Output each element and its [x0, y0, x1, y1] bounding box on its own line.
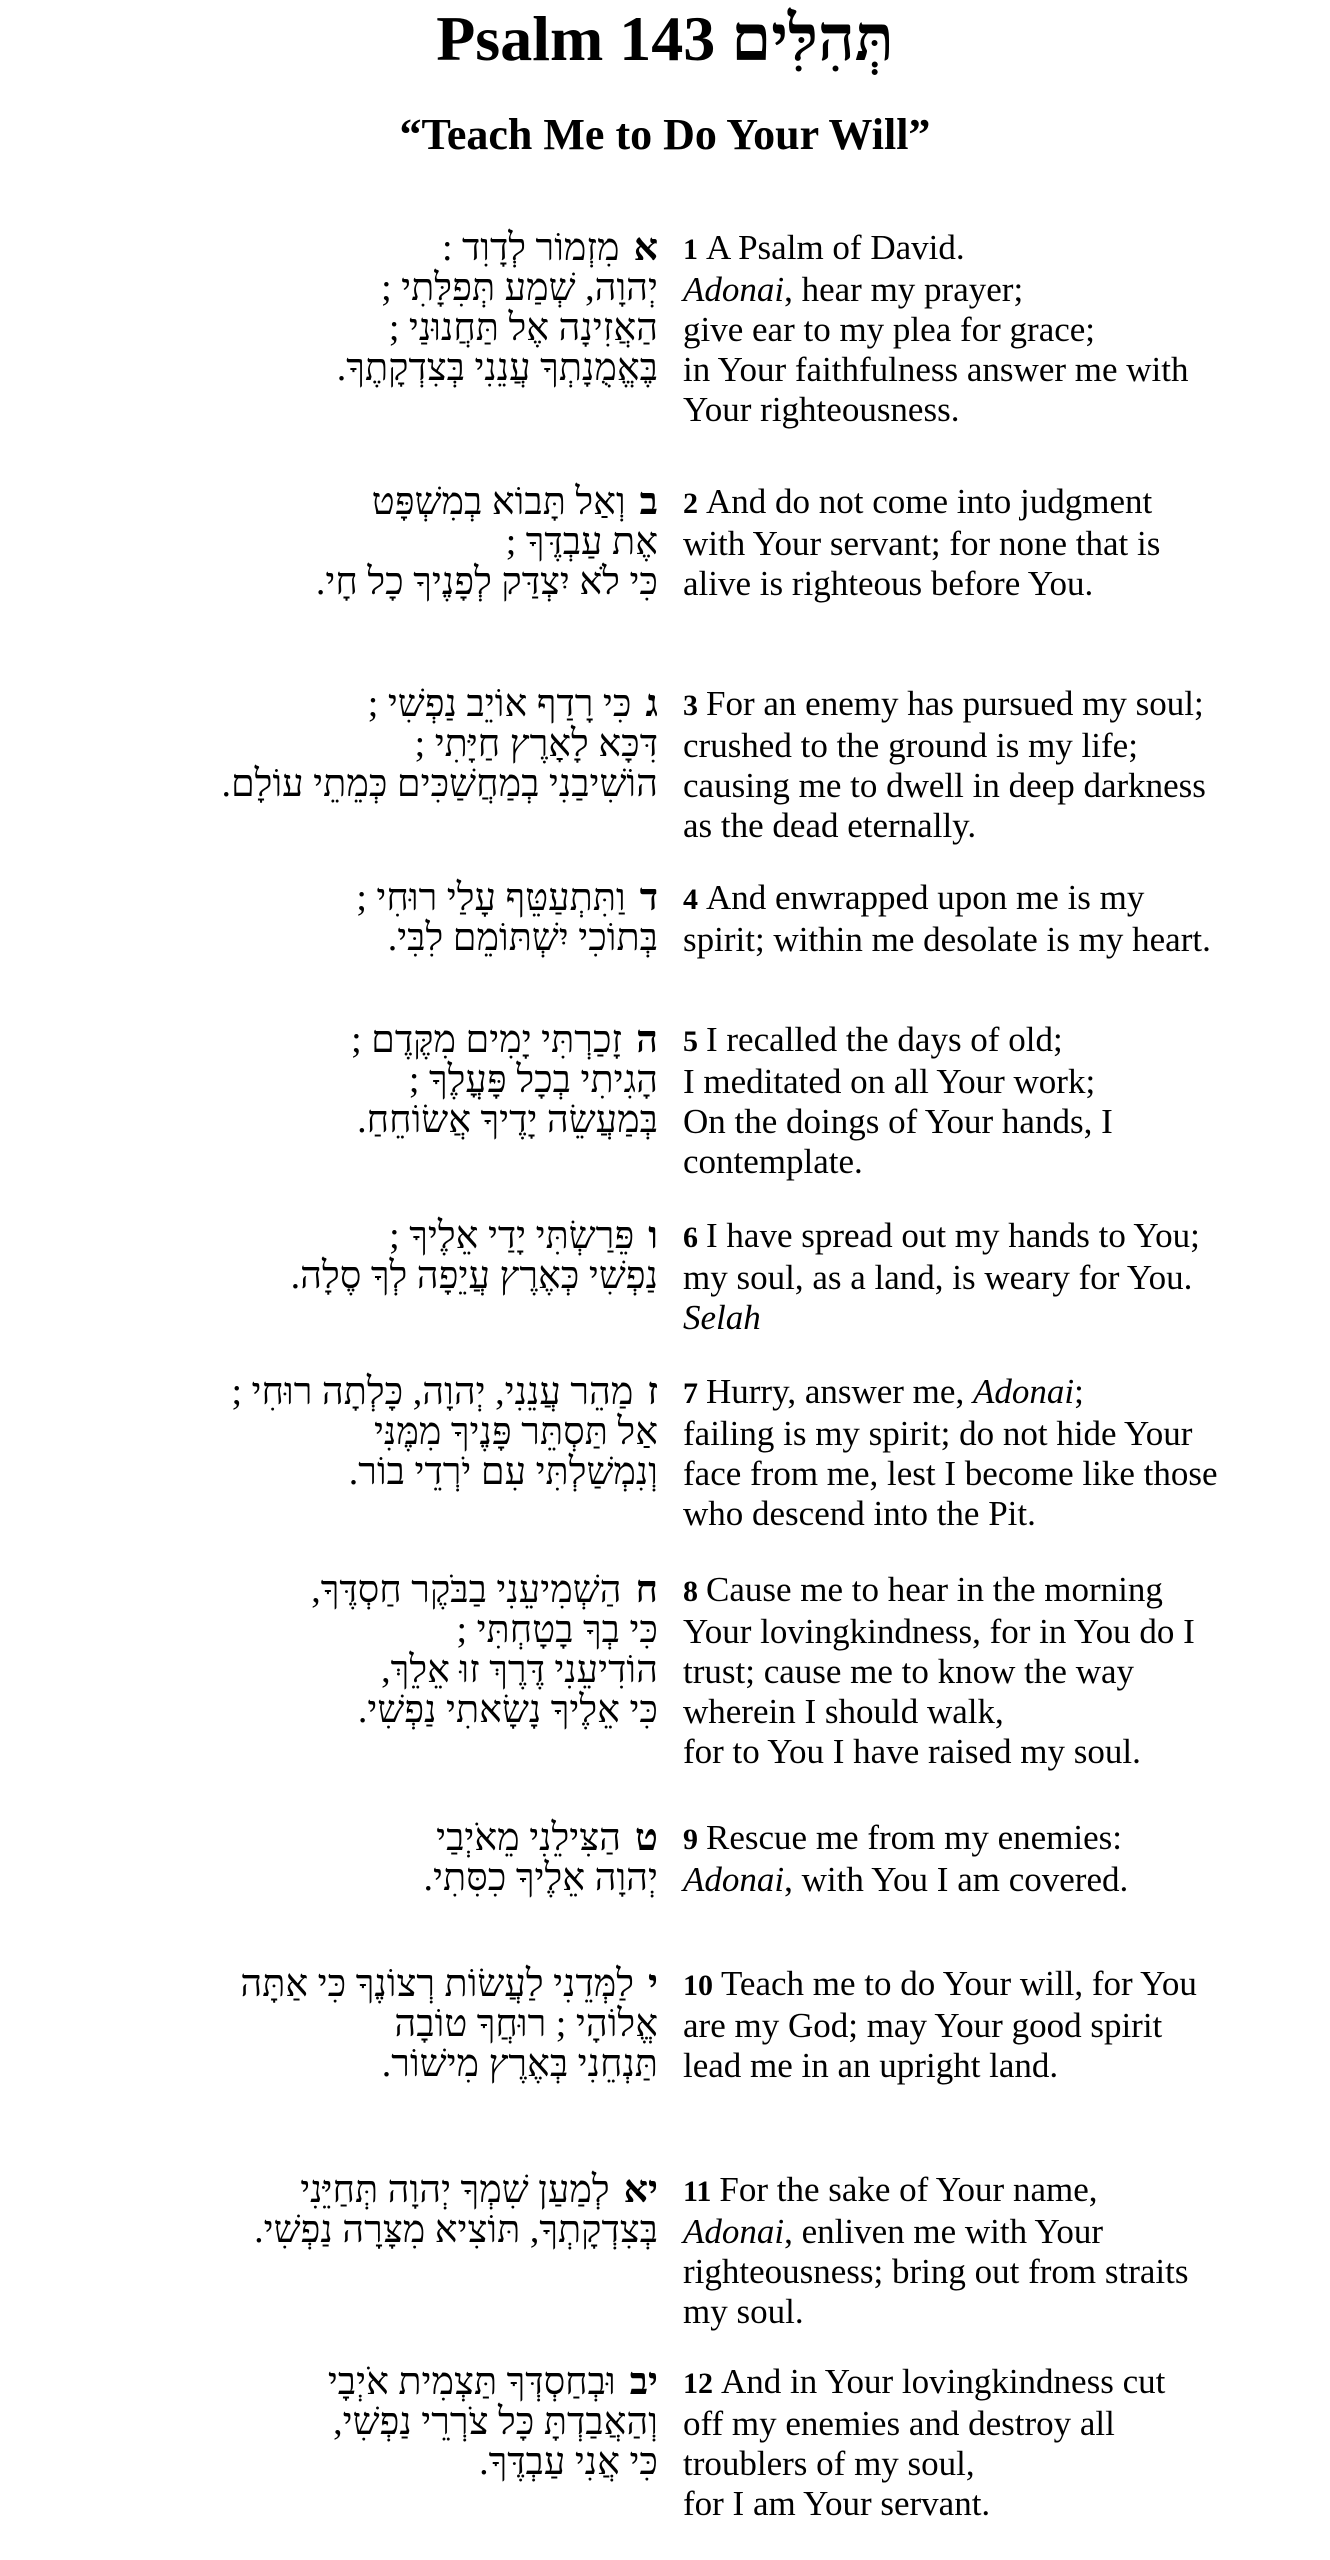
english-text: troublers of my soul, — [683, 2444, 975, 2483]
english-line — [683, 766, 1323, 806]
english-verse — [683, 1020, 1323, 1182]
english-line — [683, 1102, 1323, 1142]
hebrew-line — [18, 1020, 658, 1060]
hebrew-line — [18, 348, 658, 388]
verse-number: 12 — [683, 2367, 713, 2400]
verse-number: 11 — [683, 2175, 712, 2208]
english-line — [683, 1818, 1323, 1860]
english-text: For an enemy has pursued my soul; — [706, 684, 1204, 723]
english-line — [683, 1062, 1323, 1102]
english-line — [683, 1570, 1323, 1612]
english-text: I meditated on all Your work; — [683, 1062, 1096, 1101]
hebrew-text: וְאַל תָּבוֹא בְמִשְׁפָּט — [371, 481, 626, 523]
english-line — [683, 1298, 1323, 1338]
english-text: face from me, lest I become like those — [683, 1454, 1218, 1493]
verse-letter: ח — [635, 1569, 658, 1611]
english-line — [683, 2252, 1323, 2292]
hebrew-text: לַמְּדֵנִי לַעֲשׂוֹת רְצוֹנֶךָ כִּי אַתָּה — [240, 1963, 635, 2005]
hebrew-text: הוֹשִׁיבַנִי בְמַחֲשַׁכִּים כְּמֵתֵי עוֹלָם. — [221, 763, 658, 805]
english-text: Rescue me from my enemies: — [706, 1818, 1122, 1857]
hebrew-line — [18, 918, 658, 958]
verse-letter: י — [648, 1963, 658, 2005]
english-line — [683, 2362, 1323, 2404]
english-line — [683, 878, 1323, 920]
hebrew-verse — [18, 482, 658, 602]
english-line — [683, 564, 1323, 604]
english-verse — [683, 1372, 1323, 1534]
hebrew-text: דִּכָּא לָאָרֶץ חַיָּתִי ; — [414, 723, 658, 765]
english-text: crushed to the ground is my life; — [683, 726, 1138, 765]
hebrew-line — [18, 522, 658, 562]
hebrew-line — [18, 1216, 658, 1256]
verse-letter: ג — [645, 683, 658, 725]
english-line — [683, 2484, 1323, 2524]
english-line — [683, 2444, 1323, 2484]
english-text: And enwrapped upon me is my — [706, 878, 1145, 917]
hebrew-text: הוֹדִיעֵנִי דֶּרֶךְ זוּ אֵלֵךְ, — [381, 1649, 658, 1691]
hebrew-text: בְּמַעֲשֵׂה יָדֶיךָ אֲשׂוֹחֵחַ. — [357, 1099, 658, 1141]
hebrew-text: כִּי רָדַף אוֹיֵב נַפְשִׁי ; — [367, 683, 632, 725]
hebrew-text: פֵּרַשְׂתִּי יָדַי אֵלֶיךָ ; — [389, 1215, 635, 1257]
hebrew-text: כִּי אֵלֶיךָ נָשָׂאתִי נַפְשִׁי. — [357, 1689, 658, 1731]
english-text: On the doings of Your hands, I — [683, 1102, 1113, 1141]
english-text: And in Your lovingkindness cut — [721, 2362, 1166, 2401]
verse-letter: ט — [635, 1817, 658, 1859]
divine-name: Adonai — [683, 270, 785, 309]
verse-letter: א — [633, 227, 658, 269]
hebrew-text: כִּי אֲנִי עַבְדֶּךָ. — [479, 2441, 658, 2483]
english-verse — [683, 2362, 1323, 2524]
hebrew-verse — [18, 1964, 658, 2084]
hebrew-text: בְּתוֹכִי יִשְׁתּוֹמֵם לִבִּי. — [387, 917, 658, 959]
english-line — [683, 390, 1323, 430]
english-line — [683, 726, 1323, 766]
english-text: are my God; may Your good spirit — [683, 2006, 1163, 2045]
english-text: wherein I should walk, — [683, 1692, 1004, 1731]
hebrew-text: הַאֲזִינָה אֶל תַּחֲנוּנַי ; — [388, 307, 658, 349]
verse-letter: יב — [629, 2361, 658, 2403]
english-text: I recalled the days of old; — [706, 1020, 1063, 1059]
hebrew-text: הָגִיתִי בְכָל פָּעֳלֶךָ ; — [408, 1059, 658, 1101]
english-line — [683, 482, 1323, 524]
english-text: failing is my spirit; do not hide Your — [683, 1414, 1193, 1453]
verse-number: 2 — [683, 487, 698, 520]
english-text: trust; cause me to know the way — [683, 1652, 1135, 1691]
english-text: Your righteousness. — [683, 390, 960, 429]
hebrew-line — [18, 1060, 658, 1100]
hebrew-line — [18, 1610, 658, 1650]
english-line — [683, 350, 1323, 390]
english-text: causing me to dwell in deep darkness — [683, 766, 1206, 805]
english-line — [683, 1652, 1323, 1692]
english-verse — [683, 1570, 1323, 1772]
verse-number: 7 — [683, 1377, 698, 1410]
english-line — [683, 270, 1323, 310]
hebrew-text: הַצִּילֵנִי מֵאֹיְבַי — [436, 1817, 622, 1859]
english-verse — [683, 482, 1323, 604]
hebrew-verse — [18, 1818, 658, 1898]
hebrew-line — [18, 1412, 658, 1452]
hebrew-line — [18, 268, 658, 308]
verse-number: 10 — [683, 1969, 713, 2002]
verse-number: 6 — [683, 1221, 698, 1254]
verse-letter: ו — [648, 1215, 658, 1257]
english-line — [683, 2404, 1323, 2444]
english-line — [683, 1020, 1323, 1062]
english-text: Hurry, answer me, — [706, 1372, 973, 1411]
hebrew-verse — [18, 2170, 658, 2250]
english-line — [683, 1494, 1323, 1534]
hebrew-text: כִּי לֹא יִצְדַּק לְפָנֶיךָ כָל חָי. — [315, 561, 658, 603]
hebrew-line — [18, 562, 658, 602]
english-verse — [683, 1818, 1323, 1900]
english-line — [683, 1732, 1323, 1772]
english-text: contemplate. — [683, 1142, 863, 1181]
english-text: A Psalm of David. — [706, 228, 965, 267]
english-line — [683, 806, 1323, 846]
verse-number: 3 — [683, 689, 698, 722]
divine-name: Adonai — [683, 2212, 785, 2251]
hebrew-text: וְהַאֲבַדְתָּ כָּל צֹרְרֵי נַפְשִׁי, — [333, 2401, 658, 2443]
hebrew-verse — [18, 1216, 658, 1296]
english-line — [683, 1454, 1323, 1494]
hebrew-line — [18, 878, 658, 918]
hebrew-line — [18, 1818, 658, 1858]
hebrew-text: מַהֵר עֲנֵנִי, יְהוָה, כָּלְתָה רוּחִי ; — [231, 1371, 634, 1413]
hebrew-line — [18, 2004, 658, 2044]
english-line — [683, 1612, 1323, 1652]
hebrew-line — [18, 1690, 658, 1730]
verse-number: 4 — [683, 883, 698, 916]
english-text: righteousness; bring out from straits — [683, 2252, 1189, 2291]
hebrew-text: מִזְמוֹר לְדָוִד : — [441, 227, 620, 269]
english-text: lead me in an upright land. — [683, 2046, 1059, 2085]
english-line — [683, 1216, 1323, 1258]
hebrew-text: נַפְשִׁי כְּאֶרֶץ עֲיֵפָה לְךָ סֶלָה. — [290, 1255, 658, 1297]
hebrew-text: אַל תַּסְתֵּר פָּנֶיךָ מִמֶּנִּי — [374, 1411, 658, 1453]
english-verse — [683, 878, 1323, 960]
hebrew-line — [18, 684, 658, 724]
english-verse — [683, 1216, 1323, 1338]
divine-name: Adonai — [972, 1372, 1075, 1411]
english-verse — [683, 684, 1323, 846]
english-text: for I am Your servant. — [683, 2484, 991, 2523]
hebrew-text: אֶת עַבְדֶּךָ ; — [505, 521, 658, 563]
hebrew-line — [18, 2402, 658, 2442]
english-line — [683, 228, 1323, 270]
hebrew-verse — [18, 684, 658, 804]
hebrew-text: וְנִמְשַׁלְתִּי עִם יֹרְדֵי בוֹר. — [348, 1451, 658, 1493]
english-text: who descend into the Pit. — [683, 1494, 1036, 1533]
hebrew-text: יְהוָה, שְׁמַע תְּפִלָּתִי ; — [381, 267, 658, 309]
hebrew-line — [18, 1858, 658, 1898]
english-line — [683, 1964, 1323, 2006]
hebrew-text: הַשְׁמִיעֵנִי בַבֹּקֶר חַסְדֶּךָ, — [311, 1569, 622, 1611]
english-line — [683, 2046, 1323, 2086]
verse-number: 1 — [683, 233, 698, 266]
hebrew-text: כִּי בְךָ בָטָחְתִּי ; — [456, 1609, 658, 1651]
english-text: , hear my prayer; — [784, 270, 1024, 309]
english-line — [683, 524, 1323, 564]
hebrew-line — [18, 1570, 658, 1610]
english-text: my soul. — [683, 2292, 804, 2331]
english-verse — [683, 1964, 1323, 2086]
verse-number: 9 — [683, 1823, 698, 1856]
hebrew-line — [18, 482, 658, 522]
english-text: in Your faithfulness answer me with — [683, 350, 1189, 389]
english-text: for to You I have raised my soul. — [683, 1732, 1141, 1771]
english-text: my soul, as a land, is weary for You. — [683, 1258, 1193, 1297]
page-subtitle: “Teach Me to Do Your Will” — [399, 110, 931, 159]
hebrew-text: תַּנְחֵנִי בְּאֶרֶץ מִישׁוֹר. — [381, 2043, 658, 2085]
english-text: Teach me to do Your will, for You — [721, 1964, 1197, 2003]
english-text: ; — [1074, 1372, 1084, 1411]
english-text: Your lovingkindness, for in You do I — [683, 1612, 1195, 1651]
english-text: , with You I am covered. — [784, 1860, 1129, 1899]
hebrew-text: זָכַרְתִּי יָמִים מִקֶּדֶם ; — [351, 1019, 623, 1061]
english-line — [683, 1372, 1323, 1414]
english-line — [683, 2292, 1323, 2332]
hebrew-text: יְהוָה אֵלֶיךָ כִסִּתִי. — [423, 1857, 658, 1899]
english-line — [683, 2170, 1323, 2212]
english-text: with Your servant; for none that is — [683, 524, 1161, 563]
hebrew-text: אֱלוֹהָי ; רוּחֲךָ טוֹבָה — [394, 2003, 658, 2045]
page-title — [0, 0, 1330, 78]
english-line — [683, 1414, 1323, 1454]
divine-name: Adonai — [683, 1860, 785, 1899]
hebrew-verse — [18, 1372, 658, 1492]
title-english: Psalm 143 — [436, 3, 716, 74]
english-line — [683, 1142, 1323, 1182]
hebrew-line — [18, 1650, 658, 1690]
verse-number: 8 — [683, 1575, 698, 1608]
hebrew-line — [18, 1100, 658, 1140]
english-text: alive is righteous before You. — [683, 564, 1094, 603]
english-line — [683, 684, 1323, 726]
english-line — [683, 1692, 1323, 1732]
hebrew-line — [18, 1256, 658, 1296]
hebrew-text: וַתִּתְעַטֵּף עָלַי רוּחִי ; — [356, 877, 626, 919]
verse-letter: ד — [639, 877, 658, 919]
hebrew-line — [18, 2362, 658, 2402]
hebrew-line — [18, 1372, 658, 1412]
verse-letter: ב — [639, 481, 658, 523]
hebrew-text: בֶּאֱמֻנָתְךָ עֲנֵנִי בְּצִדְקָתֶךָ. — [336, 347, 658, 389]
english-text: And do not come into judgment — [706, 482, 1153, 521]
english-verse — [683, 2170, 1323, 2332]
english-text: I have spread out my hands to You; — [706, 1216, 1200, 1255]
english-text: spirit; within me desolate is my heart. — [683, 920, 1211, 959]
hebrew-text: וּבְחַסְדְּךָ תַּצְמִית אֹיְבָי — [327, 2361, 616, 2403]
hebrew-verse — [18, 228, 658, 388]
hebrew-line — [18, 1964, 658, 2004]
verse-letter: ז — [647, 1371, 658, 1413]
hebrew-line — [18, 2210, 658, 2250]
english-line — [683, 310, 1323, 350]
title-hebrew: תְּהִלִּים — [731, 3, 894, 74]
english-line — [683, 2212, 1323, 2252]
hebrew-line — [18, 228, 658, 268]
hebrew-line — [18, 724, 658, 764]
hebrew-line — [18, 764, 658, 804]
hebrew-text: לְמַעַן שִׁמְךָ יְהוָה תְּחַיֵּנִי — [300, 2169, 610, 2211]
hebrew-verse — [18, 2362, 658, 2482]
english-line — [683, 1258, 1323, 1298]
verse-letter: יא — [623, 2169, 658, 2211]
hebrew-verse — [18, 878, 658, 958]
english-verse — [683, 228, 1323, 430]
verse-letter: ה — [636, 1019, 658, 1061]
hebrew-line — [18, 2044, 658, 2084]
verse-number: 5 — [683, 1025, 698, 1058]
english-text: Cause me to hear in the morning — [706, 1570, 1163, 1609]
english-line — [683, 2006, 1323, 2046]
english-text: off my enemies and destroy all — [683, 2404, 1115, 2443]
english-text: , enliven me with Your — [784, 2212, 1103, 2251]
hebrew-line — [18, 2170, 658, 2210]
english-text: as the dead eternally. — [683, 806, 977, 845]
hebrew-verse — [18, 1570, 658, 1730]
hebrew-line — [18, 1452, 658, 1492]
english-text: give ear to my plea for grace; — [683, 310, 1096, 349]
english-line — [683, 1860, 1323, 1900]
hebrew-text: בְּצִדְקָתְךָ, תּוֹצִיא מִצָּרָה נַפְשִׁי. — [254, 2209, 658, 2251]
divine-name: Selah — [683, 1298, 761, 1337]
english-text: For the sake of Your name, — [719, 2170, 1098, 2209]
hebrew-line — [18, 2442, 658, 2482]
hebrew-line — [18, 308, 658, 348]
english-line — [683, 920, 1323, 960]
hebrew-verse — [18, 1020, 658, 1140]
